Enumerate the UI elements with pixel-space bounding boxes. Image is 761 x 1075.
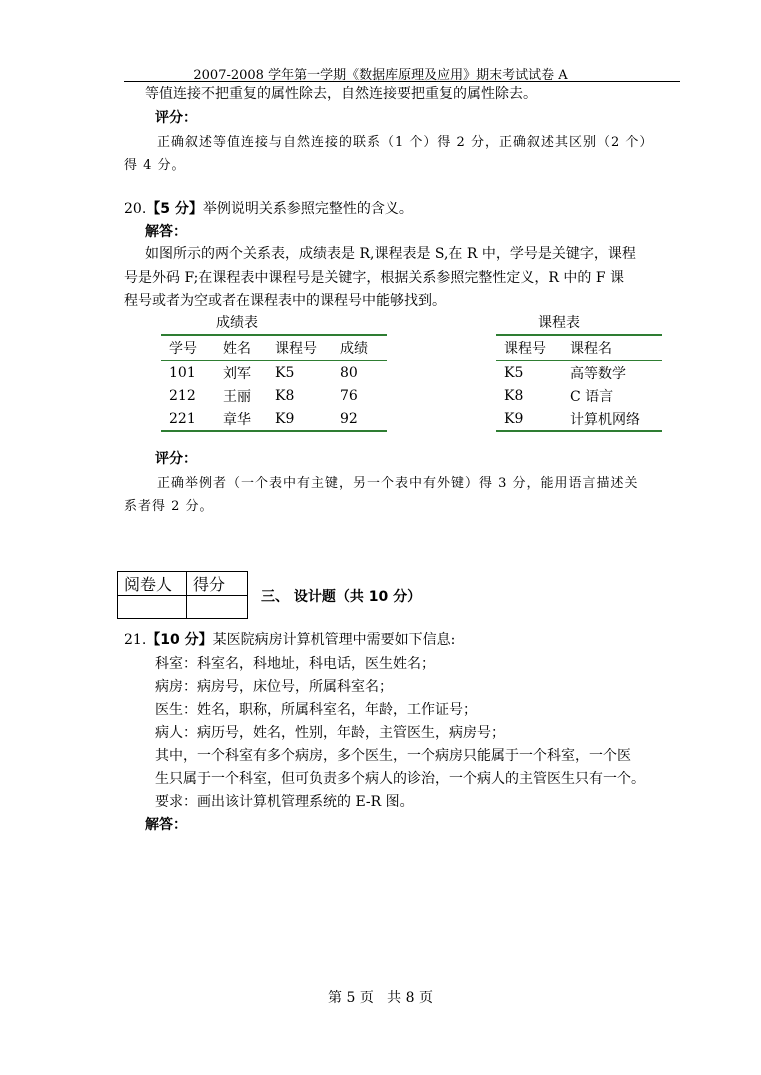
table-cell: 212 — [169, 387, 196, 404]
q19-score-label: 评分： — [155, 110, 197, 126]
q21-info-line: 病房：病房号，床位号，所属科室名； — [155, 679, 393, 695]
q21-requirement-line: 要求：画出该计算机管理系统的 E-R 图。 — [155, 794, 414, 810]
q20-score-line-1: 正确举例者（一个表中有主键，另一个表中有外键）得 3 分，能用语言描述关 — [157, 476, 639, 491]
table-cell: 计算机网络 — [562, 407, 662, 431]
q21-info-line: 科室：科室名，科地址，科电话，医生姓名； — [155, 656, 435, 672]
q20-answer-line-3: 程号或者为空或者在课程表中的课程号中能够找到。 — [124, 293, 446, 309]
table-cell: 刘军 — [223, 365, 251, 382]
q19-score-line-1: 正确叙述等值连接与自然连接的联系（1 个）得 2 分，正确叙述其区别（2 个） — [157, 135, 654, 150]
q21-answer-label: 解答： — [145, 817, 187, 833]
q20-answer-line-2: 号是外码 F;在课程表中课程号是关键字，根据关系参照完整性定义，R 中的 F 课 — [124, 270, 624, 286]
table-row — [496, 384, 662, 407]
q20-question-line — [124, 201, 413, 217]
table-row — [496, 361, 662, 385]
table-cell: 76 — [340, 387, 358, 404]
q20-question: 举例说明关系参照完整性的含义。 — [202, 201, 413, 217]
grader-signature-cell[interactable] — [118, 596, 187, 619]
score-entry-cell[interactable] — [187, 596, 248, 619]
table-header-cell: 学号 — [161, 335, 215, 361]
table-cell: 章华 — [215, 407, 267, 431]
grades-table — [161, 334, 387, 432]
grader-label: 阅卷人 — [118, 572, 187, 596]
q19-answer-tail: 等值连接不把重复的属性除去，自然连接要把重复的属性除去。 — [145, 86, 537, 102]
table-cell: K9 — [496, 407, 562, 431]
table-header-cell: 成绩 — [332, 335, 387, 361]
table-header-cell: 课程名 — [562, 335, 662, 361]
header-rule — [124, 81, 680, 82]
q20-score-label: 评分： — [155, 451, 197, 467]
q21-info-line: 医生：姓名，职称，所属科室名，年龄，工作证号； — [155, 702, 477, 718]
table-header-cell: 课程号 — [496, 335, 562, 361]
q20-points: 【5 分】 — [146, 201, 203, 217]
q21-question: 某医院病房计算机管理中需要如下信息: — [212, 632, 456, 648]
q20-number: 20. — [124, 201, 147, 217]
table-row — [161, 384, 387, 407]
table-header-row — [496, 335, 662, 361]
table1-caption: 成绩表 — [216, 315, 258, 331]
table-header-cell: 课程号 — [267, 335, 332, 361]
table-header-cell: 姓名 — [215, 335, 267, 361]
table-cell: K8 — [275, 387, 295, 404]
table-cell: 92 — [332, 407, 387, 431]
page-header-title: 2007-2008 学年第一学期《数据库原理及应用》期末考试试卷 A — [193, 68, 568, 83]
q21-info-line: 生只属于一个科室，但可负责多个病人的诊治，一个病人的主管医生只有一个。 — [155, 771, 645, 787]
table-cell: 高等数学 — [570, 365, 626, 382]
q21-points: 【10 分】 — [146, 632, 213, 648]
table-cell: K5 — [504, 364, 524, 381]
table-cell: C 语言 — [570, 388, 614, 405]
courses-table — [496, 334, 662, 432]
q21-info-line: 其中，一个科室有多个病房，多个医生，一个病房只能属于一个科室，一个医 — [155, 748, 631, 764]
table-cell: 80 — [340, 364, 358, 381]
q20-answer-label: 解答： — [145, 224, 187, 240]
q20-answer-line-1: 如图所示的两个关系表，成绩表是 R,课程表是 S,在 R 中，学号是关键字，课程 — [145, 246, 636, 262]
table-header-row — [161, 335, 387, 361]
grader-score-box — [117, 571, 248, 619]
table-row — [496, 407, 662, 431]
table-cell: 101 — [169, 364, 196, 381]
table-cell: 221 — [161, 407, 215, 431]
page-footer: 第 5 页 共 8 页 — [328, 990, 433, 1006]
table-cell: 王丽 — [223, 388, 251, 405]
q21-number: 21. — [124, 632, 147, 648]
table-cell: K5 — [275, 364, 295, 381]
table2-caption: 课程表 — [538, 315, 580, 331]
q20-score-line-2: 系者得 2 分。 — [124, 499, 214, 514]
table-row — [161, 407, 387, 431]
q19-score-line-2: 得 4 分。 — [124, 158, 186, 173]
score-cell-label: 得分 — [187, 572, 248, 596]
table-cell: K8 — [504, 387, 524, 404]
section-3-title: 三、 设计题（共 10 分） — [261, 589, 422, 605]
q21-question-line — [124, 632, 455, 648]
q21-info-line: 病人：病历号，姓名，性别，年龄，主管医生，病房号； — [155, 725, 505, 741]
table-row — [161, 361, 387, 385]
table-cell: K9 — [267, 407, 332, 431]
